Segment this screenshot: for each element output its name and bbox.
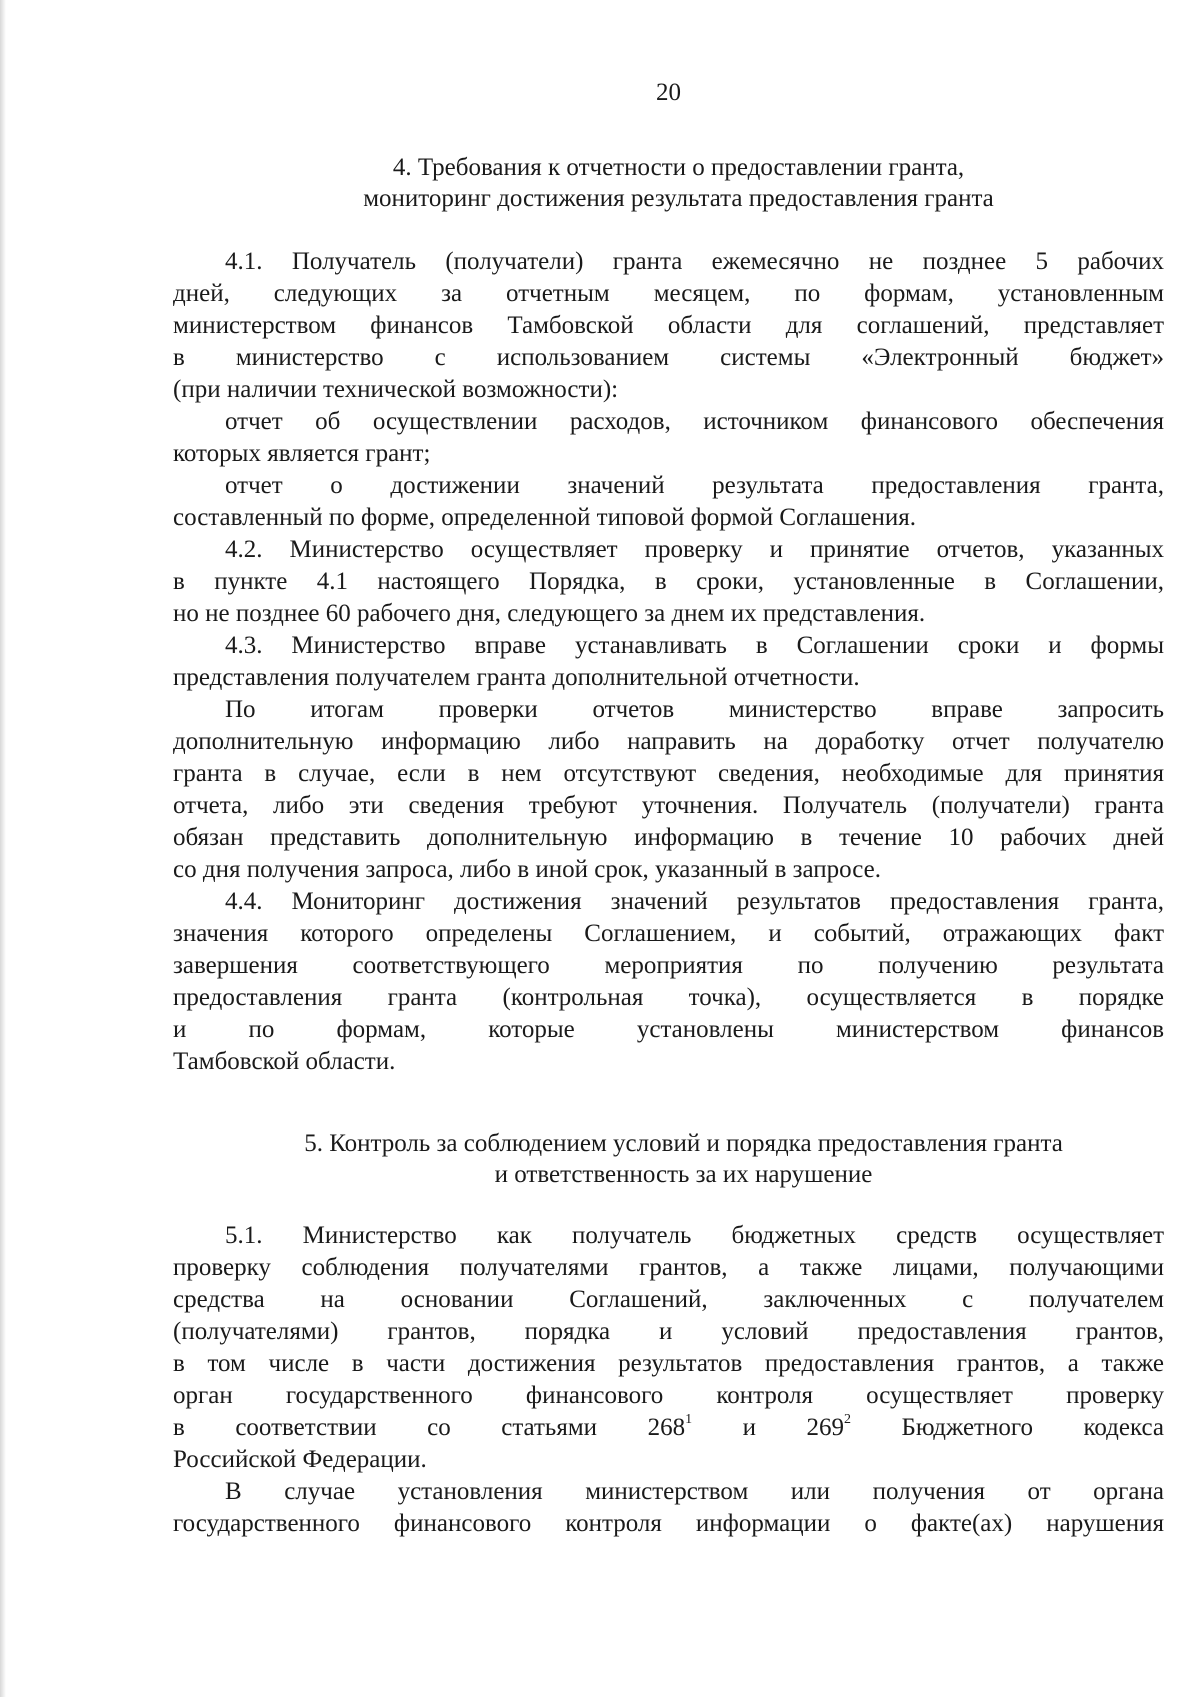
heading-line: и ответственность за их нарушение — [494, 1161, 873, 1188]
section-5-body — [173, 1220, 1164, 1540]
paragraph-4-4-line: и по формам, которые установлены министерством финансов — [173, 1016, 1164, 1043]
section-4-body — [173, 246, 1164, 1078]
article-superscript: 2 — [844, 1412, 851, 1427]
paragraph-4-1-line: в министерство с использованием системы «Электронный бюджет» — [173, 344, 1164, 371]
paragraph-4-3-line: 4.3. Министерство вправе устанавливать в Соглашении сроки и формы — [225, 632, 1164, 659]
statute-text-before: в соответствии со статьями — [173, 1414, 648, 1441]
paragraph-4-3-line: представления получателем гранта дополнительной отчетности. — [173, 664, 860, 691]
page-number: 20 — [656, 79, 681, 106]
paragraph-5-1-line: (получателями) грантов, порядка и условий предоставления грантов, — [173, 1318, 1164, 1345]
paragraph-4-1-line: министерством финансов Тамбовской области для соглашений, представляет — [173, 312, 1164, 339]
paragraph-results-line: обязан представить дополнительную информацию в течение 10 рабочих дней — [173, 824, 1164, 851]
paragraph-4-2-line: 4.2. Министерство осуществляет проверку и принятие отчетов, указанных — [225, 536, 1164, 563]
paragraph-results-line: отчета, либо эти сведения требуют уточнения. Получатель (получатели) гранта — [173, 792, 1164, 819]
paragraph-4-1-line: дней, следующих за отчетным месяцем, по формам, установленным — [173, 280, 1164, 307]
heading-line: 4. Требования к отчетности о предоставлении гранта, — [392, 154, 965, 181]
scan-edge-shadow — [0, 0, 6, 1697]
paragraph-4-2-line: в пункте 4.1 настоящего Порядка, в сроки, установленные в Соглашении, — [173, 568, 1164, 595]
paragraph-results-line: дополнительную информацию либо направить на доработку отчет получателю — [173, 728, 1164, 755]
report-item-line: составленный по форме, определенной типовой формой Соглашения. — [173, 504, 916, 531]
paragraph-results-line: со дня получения запроса, либо в иной срок, указанный в запросе. — [173, 856, 882, 883]
paragraph-4-4-line: завершения соответствующего мероприятия по получению результата — [173, 952, 1164, 979]
statute-text-after: Бюджетного кодекса — [851, 1414, 1164, 1441]
paragraph-4-1-line: (при наличии технической возможности): — [173, 376, 619, 403]
paragraph-4-4-line: предоставления гранта (контрольная точка), осуществляется в порядке — [173, 984, 1164, 1011]
paragraph-4-4-line: Тамбовской области. — [173, 1048, 396, 1075]
heading-line: мониторинг достижения результата предоставления гранта — [363, 185, 994, 212]
paragraph-4-2-line: но не позднее 60 рабочего дня, следующего за днем их представления. — [173, 600, 926, 627]
paragraph-5-1-line: орган государственного финансового контроля осуществляет проверку — [173, 1382, 1164, 1409]
paragraph-5-1-line: в том числе в части достижения результатов предоставления грантов, а также — [173, 1350, 1164, 1377]
paragraph-5-1-line: 5.1. Министерство как получатель бюджетных средств осуществляет — [225, 1222, 1164, 1249]
article-number: 268 — [647, 1414, 686, 1441]
paragraph-violation-line: В случае установления министерством или получения от органа — [225, 1478, 1164, 1505]
paragraph-4-4-line: 4.4. Мониторинг достижения значений результатов предоставления гранта, — [225, 888, 1164, 915]
article-superscript: 1 — [685, 1412, 693, 1427]
paragraph-5-1-line: проверку соблюдения получателями грантов, а также лицами, получающими — [173, 1254, 1164, 1281]
paragraph-4-4-line: значения которого определены Соглашением, и событий, отражающих факт — [173, 920, 1164, 947]
report-item-line: отчет об осуществлении расходов, источником финансового обеспечения — [225, 408, 1164, 435]
paragraph-results-line: гранта в случае, если в нем отсутствуют сведения, необходимые для принятия — [173, 760, 1164, 787]
paragraph-4-1-line: 4.1. Получатель (получатели) гранта ежемесячно не позднее 5 рабочих — [225, 248, 1164, 275]
paragraph-results-line: По итогам проверки отчетов министерство вправе запросить — [225, 696, 1164, 723]
heading-line: 5. Контроль за соблюдением условий и порядка предоставления гранта — [304, 1130, 1063, 1157]
paragraph-5-1-line: Российской Федерации. — [173, 1446, 427, 1473]
section-5-heading — [203, 1128, 1164, 1190]
report-item-line: которых является грант; — [173, 440, 431, 467]
article-number: 269 — [806, 1414, 844, 1441]
section-4-heading — [193, 152, 1164, 214]
paragraph-5-1-line: средства на основании Соглашений, заключенных с получателем — [173, 1286, 1164, 1313]
statute-reference-line — [173, 1412, 1164, 1444]
report-item-line: отчет о достижении значений результата предоставления гранта, — [225, 472, 1164, 499]
statute-conjunction: и — [692, 1414, 807, 1441]
paragraph-violation-line: государственного финансового контроля информации о факте(ах) нарушения — [173, 1510, 1164, 1537]
